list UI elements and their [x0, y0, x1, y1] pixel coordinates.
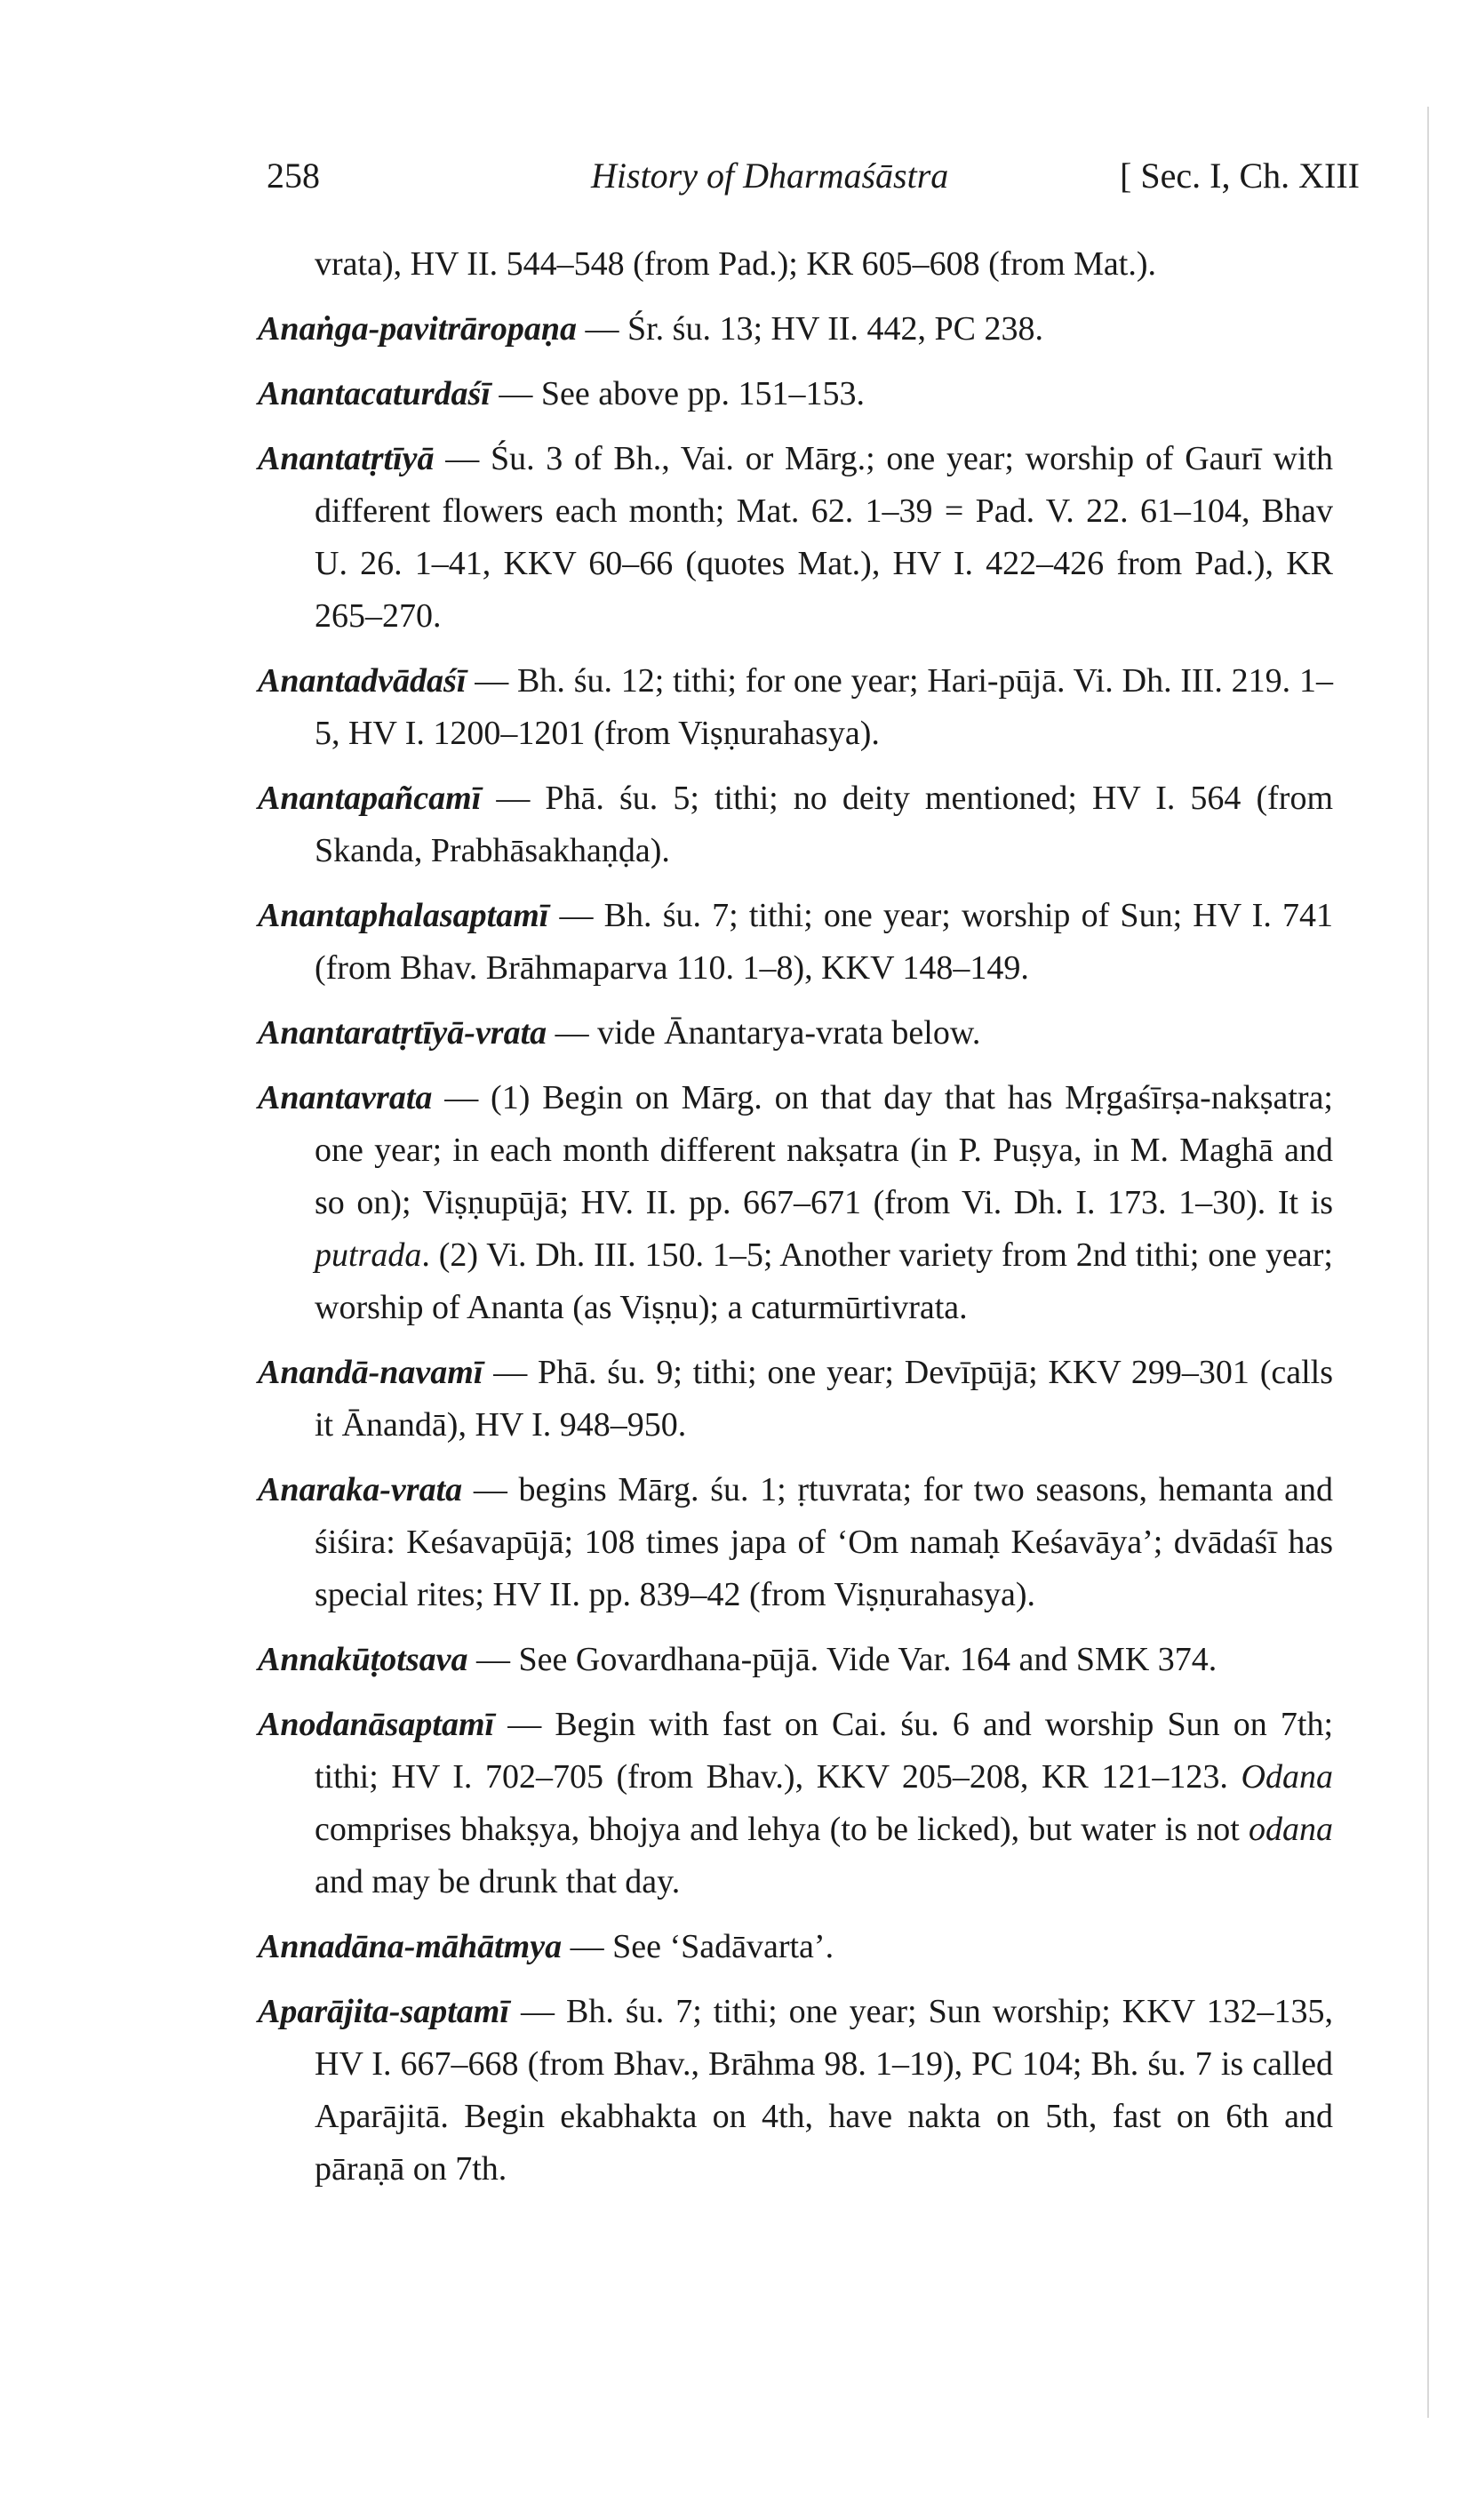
- glossary-entry: [258, 1699, 1333, 1908]
- glossary-entry: [258, 433, 1333, 643]
- entry-text: — Śu. 3 of Bh., Vai. or Mārg.; one year; worship of Gaurī with different flowers each month; Mat. 62. 1–39 = Pad. V. 22. 61–104, Bhav U. 26. 1–41, KKV 60–66 (quotes Mat.), HV I. 422–426 from Pad.), KR 265–270.: [315, 440, 1333, 635]
- entry-text: vrata), HV II. 544–548 (from Pad.); KR 605–608 (from Mat.).: [315, 245, 1157, 283]
- page-number: 258: [267, 156, 320, 196]
- glossary-entry: [258, 303, 1333, 356]
- running-header: [267, 149, 1360, 203]
- entry-emphasis: Odana: [1241, 1758, 1333, 1796]
- glossary-entry: [258, 1464, 1333, 1621]
- entry-text: — Bh. śu. 7; tithi; one year; worship of Sun; HV I. 741 (from Bhav. Brāhmaparva 110. 1–8), KKV 148–149.: [315, 897, 1333, 987]
- entry-text: — Begin with fast on Cai. śu. 6 and worship Sun on 7th; tithi; HV I. 702–705 (from Bhav.), KKV 205–208, KR 121–123.: [315, 1706, 1333, 1796]
- entry-headword: Anaṅga-pavitrāropaṇa: [258, 310, 577, 348]
- entry-text-cont: comprises bhakṣya, bhojya and lehya (to be licked), but water is not: [315, 1811, 1249, 1848]
- entry-headword: Anantacaturdaśī: [258, 375, 491, 412]
- glossary-entry: [258, 1347, 1333, 1452]
- entry-text: — Bh. śu. 7; tithi; one year; Sun worship; KKV 132–135, HV I. 667–668 (from Bhav., Brāhma 98. 1–19), PC 104; Bh. śu. 7 is called Aparājitā. Begin ekabhakta on 4th, have nakta on 5th, fast on 6th and pāraṇā on 7th.: [315, 1993, 1333, 2188]
- entry-headword: Annadāna-māhātmya: [258, 1928, 563, 1965]
- glossary-entry: [258, 772, 1333, 877]
- glossary-entry: [258, 1007, 1333, 1060]
- entry-headword: Aparājita-saptamī: [258, 1993, 509, 2030]
- glossary-list: [258, 238, 1333, 2208]
- entry-headword: Anandā-navamī: [258, 1354, 483, 1391]
- section-chapter-label: [ Sec. I, Ch. XIII: [1120, 156, 1360, 196]
- entry-text: — See ‘Sadāvarta’.: [562, 1928, 834, 1965]
- entry-text: — Phā. śu. 5; tithi; no deity mentioned; HV I. 564 (from Skanda, Prabhāsakhaṇḍa).: [315, 780, 1333, 869]
- entry-text: — See Govardhana-pūjā. Vide Var. 164 and SMK 374.: [467, 1641, 1218, 1678]
- entry-text: — Bh. śu. 12; tithi; for one year; Hari-pūjā. Vi. Dh. III. 219. 1–5, HV I. 1200–1201 (from Viṣṇurahasya).: [315, 662, 1333, 752]
- entry-headword: Anaraka-vrata: [258, 1471, 463, 1508]
- entry-headword: Anantavrata: [258, 1079, 433, 1116]
- entry-headword: Anantapañcamī: [258, 780, 482, 817]
- entry-emphasis: putrada: [315, 1236, 422, 1274]
- entry-text: — See above pp. 151–153.: [490, 375, 865, 412]
- entry-headword: Anodanāsaptamī: [258, 1706, 495, 1743]
- glossary-entry: [258, 655, 1333, 760]
- entry-text-cont: . (2) Vi. Dh. III. 150. 1–5; Another variety from 2nd tithi; one year; worship of Ananta (as Viṣṇu); a caturmūrtivrata.: [315, 1236, 1333, 1326]
- entry-text: — Phā. śu. 9; tithi; one year; Devīpūjā; KKV 299–301 (calls it Ānandā), HV I. 948–950.: [315, 1354, 1333, 1444]
- glossary-entry-continued: [258, 238, 1333, 291]
- entry-text: — (1) Begin on Mārg. on that day that has Mṛgaśīrṣa-nakṣatra; one year; in each month different nakṣatra (in P. Puṣya, in M. Maghā and so on); Viṣṇupūjā; HV. II. pp. 667–671 (from Vi. Dh. I. 173. 1–30). It is: [315, 1079, 1333, 1221]
- entry-emphasis-2: odana: [1249, 1811, 1333, 1848]
- entry-headword: Annakūṭotsava: [258, 1641, 468, 1678]
- entry-headword: Anantatṛtīyā: [258, 440, 435, 477]
- glossary-entry: [258, 1986, 1333, 2196]
- glossary-entry: [258, 368, 1333, 420]
- running-title: History of Dharmaśāstra: [591, 156, 949, 196]
- entry-text-cont-2: and may be drunk that day.: [315, 1863, 681, 1900]
- glossary-entry: [258, 1921, 1333, 1973]
- page-edge-line: [1427, 107, 1429, 2418]
- entry-text: — vide Ānantarya-vrata below.: [547, 1014, 981, 1052]
- glossary-entry: [258, 890, 1333, 995]
- glossary-entry: [258, 1072, 1333, 1334]
- entry-headword: Anantaratṛtīyā-vrata: [258, 1014, 547, 1052]
- entry-headword: Anantadvādaśī: [258, 662, 467, 700]
- entry-headword: Anantaphalasaptamī: [258, 897, 549, 934]
- entry-text: — begins Mārg. śu. 1; ṛtuvrata; for two seasons, hemanta and śiśira: Keśavapūjā; 108 times japa of ‘Om namaḥ Keśavāya’; dvādaśī has special rites; HV II. pp. 839–42 (from Viṣṇurahasya).: [315, 1471, 1333, 1613]
- entry-text: — Śr. śu. 13; HV II. 442, PC 238.: [576, 310, 1043, 348]
- glossary-entry: [258, 1634, 1333, 1686]
